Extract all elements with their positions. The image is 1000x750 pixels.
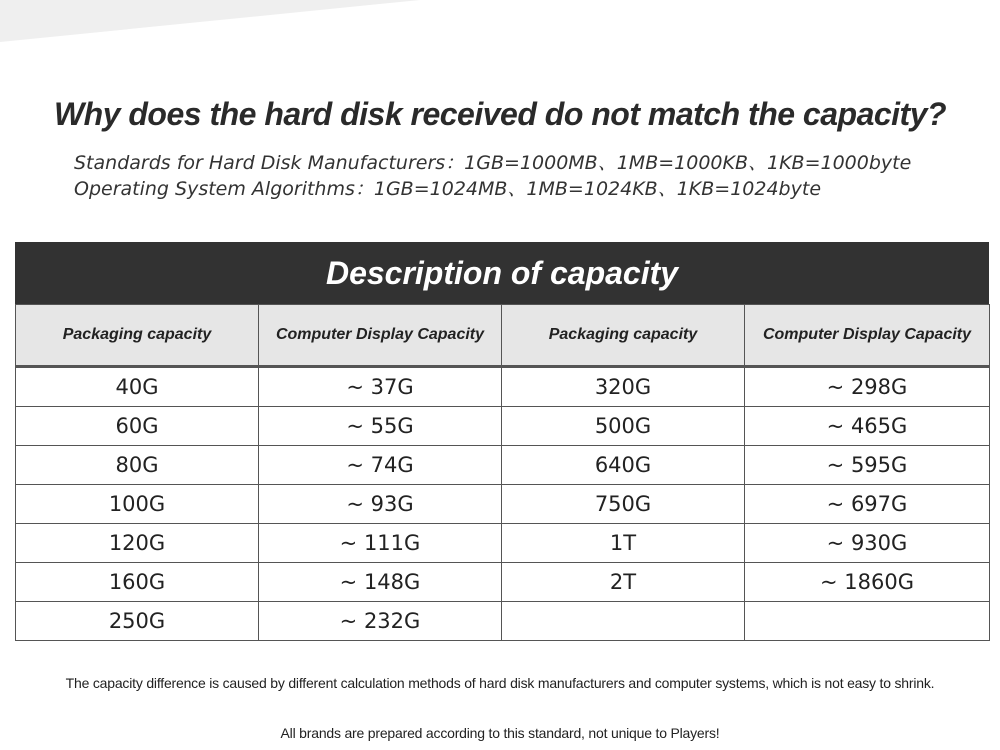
decorative-corner-band: [0, 0, 1000, 50]
table-cell: 120G: [16, 524, 259, 563]
header-row: [16, 305, 990, 367]
table-cell: ~ 595G: [745, 446, 990, 485]
table-cell: ~ 930G: [745, 524, 990, 563]
capacity-grid: [15, 304, 990, 641]
table-cell: ~ 232G: [259, 602, 502, 641]
page-title: Why does the hard disk received do not match the capacity?: [53, 96, 947, 132]
table-cell: ~ 111G: [259, 524, 502, 563]
table-cell: ~ 298G: [745, 367, 990, 407]
table-cell: 640G: [502, 446, 745, 485]
table-cell: 500G: [502, 407, 745, 446]
table-row: [16, 524, 990, 563]
table-cell: 160G: [16, 563, 259, 602]
capacity-table: [15, 242, 989, 641]
table-cell: ~ 148G: [259, 563, 502, 602]
table-cell: 2T: [502, 563, 745, 602]
table-row: [16, 485, 990, 524]
table-cell: ~ 74G: [259, 446, 502, 485]
column-header: Computer Display Capacity: [745, 305, 990, 367]
table-row: [16, 446, 990, 485]
table-title: Description of capacity: [15, 242, 989, 304]
column-header: Packaging capacity: [16, 305, 259, 367]
column-header: Computer Display Capacity: [259, 305, 502, 367]
table-cell: [502, 602, 745, 641]
table-cell: ~ 697G: [745, 485, 990, 524]
table-cell: 100G: [16, 485, 259, 524]
table-cell: 80G: [16, 446, 259, 485]
manufacturer-standard-text: Standards for Hard Disk Manufacturers：1GB=1000MB、1MB=1000KB、1KB=1000byte: [74, 152, 912, 174]
table-row: [16, 602, 990, 641]
table-cell: ~ 37G: [259, 367, 502, 407]
column-header: Packaging capacity: [502, 305, 745, 367]
table-cell: 1T: [502, 524, 745, 563]
table-cell: ~ 93G: [259, 485, 502, 524]
table-row: [16, 407, 990, 446]
table-cell: 40G: [16, 367, 259, 407]
table-row: [16, 563, 990, 602]
footnote-calculation: The capacity difference is caused by different calculation methods of hard disk manufacturers and computer systems, which is not easy to shrink.: [65, 675, 935, 691]
table-cell: 60G: [16, 407, 259, 446]
table-cell: ~ 55G: [259, 407, 502, 446]
footnote-brands: All brands are prepared according to this standard, not unique to Players!: [280, 725, 720, 741]
table-cell: 250G: [16, 602, 259, 641]
table-cell: ~ 1860G: [745, 563, 990, 602]
table-cell: 750G: [502, 485, 745, 524]
os-standard-text: Operating System Algorithms：1GB=1024MB、1MB=1024KB、1KB=1024byte: [74, 178, 822, 200]
table-cell: ~ 465G: [745, 407, 990, 446]
table-cell: 320G: [502, 367, 745, 407]
table-row: [16, 367, 990, 407]
table-cell: [745, 602, 990, 641]
